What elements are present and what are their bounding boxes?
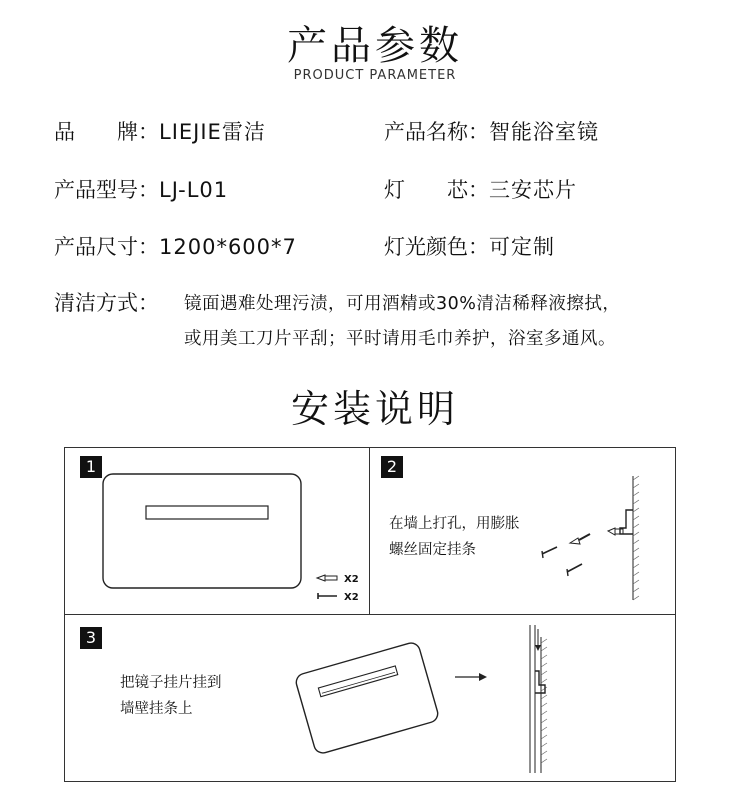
loose-screw-icon-2 <box>567 564 582 576</box>
param-core <box>384 174 577 204</box>
step-2-illustration <box>370 448 677 616</box>
mirror-back <box>294 641 440 755</box>
screw-icon <box>318 593 337 599</box>
param-product-name-value: 智能浴室镜 <box>489 120 599 144</box>
param-light-color-label: 灯光颜色： <box>384 235 489 259</box>
step-3-illustration <box>65 615 677 783</box>
install-title: 安装说明 <box>290 387 459 431</box>
direction-arrow-icon <box>455 673 487 681</box>
step-3-panel <box>64 614 676 782</box>
param-model <box>54 174 228 204</box>
param-product-name <box>384 116 599 146</box>
param-clean-line-2: 或用美工刀片平刮；平时请用毛巾养护，浴室多通风。 <box>184 329 616 349</box>
step-2-number: 2 <box>381 456 403 478</box>
wall-anchor-icon <box>608 528 623 535</box>
mirror-front <box>103 474 301 588</box>
param-light-color <box>384 231 555 261</box>
step-2-text-line-2: 螺丝固定挂条 <box>389 542 476 558</box>
param-size-label: 产品尺寸： <box>54 235 159 259</box>
step-3-text-line-2: 墙壁挂条上 <box>120 701 193 717</box>
step-1-number: 1 <box>80 456 102 478</box>
param-product-name-label: 产品名称： <box>384 120 489 144</box>
wall-hatch <box>633 476 639 600</box>
param-core-label: 灯 芯： <box>384 178 489 202</box>
param-light-color-value: 可定制 <box>489 235 555 259</box>
mirror-light-strip <box>146 506 268 519</box>
param-core-value: 三安芯片 <box>489 178 577 202</box>
param-model-value: LJ-L01 <box>159 178 229 202</box>
loose-screw-icon-1 <box>542 547 557 558</box>
step-3-text-line-1: 把镜子挂片挂到 <box>120 675 222 691</box>
page-title: 产品参数 <box>287 23 463 69</box>
param-clean-line-1: 镜面遇难处理污渍，可用酒精或30%清洁稀释液擦拭， <box>184 294 621 314</box>
param-model-label: 产品型号： <box>54 178 159 202</box>
param-clean-label: 清洁方式： <box>54 291 159 315</box>
wall-hanger-strip <box>620 510 633 534</box>
step-2-panel <box>369 447 676 615</box>
param-brand-value: LIEJIE雷洁 <box>159 120 266 144</box>
step-1-panel <box>64 447 370 615</box>
step-1-illustration <box>65 448 371 616</box>
step-2-text-line-1: 在墙上打孔，用膨胀 <box>389 516 520 532</box>
down-arrow-icon <box>535 629 541 651</box>
step-3-number: 3 <box>80 627 102 649</box>
anchor-qty: X2 <box>344 574 359 585</box>
param-size-value: 1200*600*7 <box>159 235 297 259</box>
param-size <box>54 231 297 261</box>
page-subtitle: PRODUCT PARAMETER <box>293 68 457 83</box>
screw-qty: X2 <box>344 592 359 603</box>
anchor-screw-icon <box>317 575 337 581</box>
param-brand-label: 品 牌： <box>54 120 159 144</box>
loose-anchor-icon <box>570 534 590 544</box>
param-brand <box>54 116 266 146</box>
